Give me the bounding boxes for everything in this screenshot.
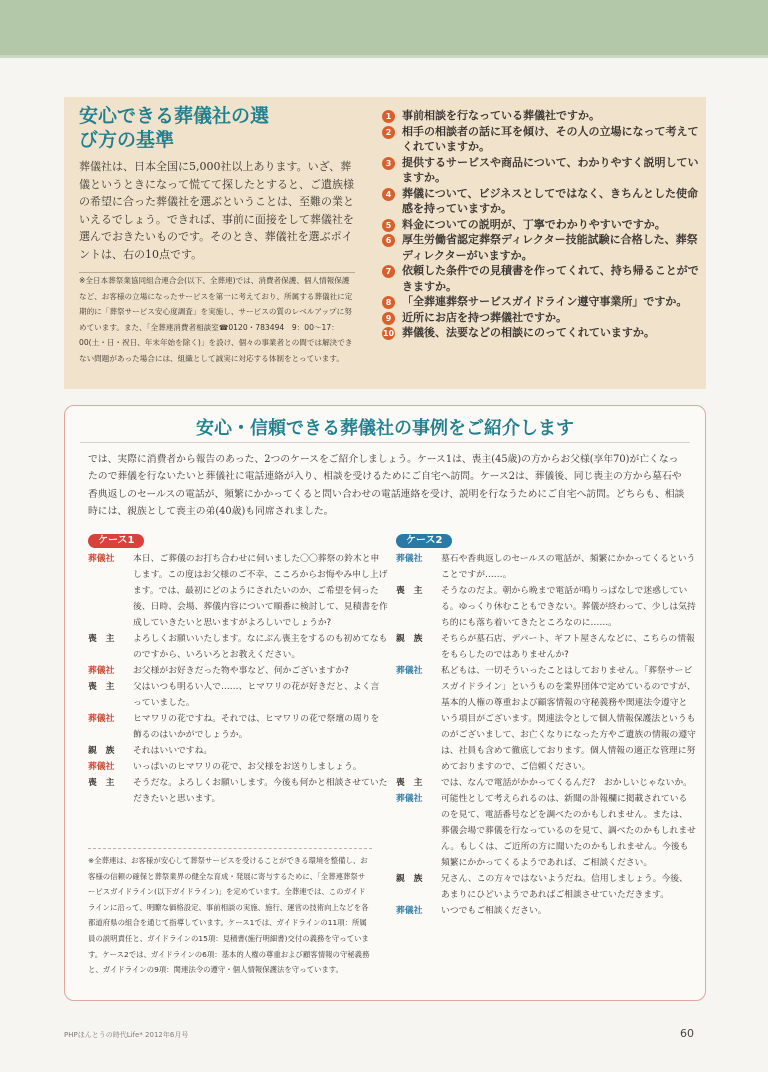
speaker-label: 葬儀社 xyxy=(396,794,423,804)
dialogue-line xyxy=(396,871,696,903)
checklist-item xyxy=(382,217,700,233)
speaker-label: 葬儀社 xyxy=(88,666,115,676)
speaker-label: 喪 主 xyxy=(396,778,423,788)
dialogue-line xyxy=(88,759,388,775)
checklist-text: 厚生労働省認定葬祭ディレクター技能試験に合格した、葬祭ディレクターがいますか。 xyxy=(402,233,698,262)
dialogue-line xyxy=(88,743,388,759)
dialogue-text: そちらが墓石店、デパート、ギフト屋さんなどに、こちらの情報をもらしたのではありませんか? xyxy=(441,634,695,660)
speaker-label: 親 族 xyxy=(88,746,115,756)
page-number: 60 xyxy=(680,1027,694,1040)
checklist-item xyxy=(382,155,700,186)
speaker-label: 喪 主 xyxy=(88,682,115,692)
speaker-label: 親 族 xyxy=(396,874,423,884)
speaker-label: 親 族 xyxy=(396,634,423,644)
case-footnote: ※全葬連は、お客様が安心して葬祭サービスを受けることができる環境を整備し、お客様の信頼の確保と葬祭業界の健全な育成・発展に寄与するために、「全葬連葬祭サービスガイドライン(以下ガイドライン)」を定めています。全葬連では、このガイドラインに沿って、明瞭な価格設定、事前相談の実施、施行、運営の技術向上などを各都道府県の組合を通じて指導しています。ケース1では、ガイドラインの11項：所属員の説明責任と、ガイドラインの15項：見積書(施行明細書)交付の義務を守っています。ケース2では、ガイドラインの6項：基本的人権の尊重および顧客情報の守秘義務と、ガイドラインの9項：関連法令の遵守・個人情報保護法を守っています。 xyxy=(88,848,372,991)
checklist-item xyxy=(382,108,700,124)
number-badge: 6 xyxy=(382,234,395,247)
dialogue-text: いっぱいのヒマワリの花で、お父様をお送りしましょう。 xyxy=(133,762,362,772)
checklist-item xyxy=(382,294,700,310)
checklist-text: 提供するサービスや商品について、わかりやすく説明していますか。 xyxy=(402,155,699,184)
dialogue-line xyxy=(396,663,696,775)
dialogue-line xyxy=(88,663,388,679)
checklist-text: 近所にお店を持つ葬儀社ですか。 xyxy=(402,310,567,324)
dialogue-text: 可能性として考えられるのは、新聞の訃報欄に掲載されているのを見て、電話番号などを調べたのかもしれません。または、葬儀会場で葬儀を行なっているのを見て、調べたのかもしれません。もしくは、ご近所の方に聞いたのかもしれません。今後も頻繁にかかってくるようであれば、ご相談ください。 xyxy=(441,794,696,868)
number-badge: 9 xyxy=(382,312,395,325)
dialogue-text: いつでもご相談ください。 xyxy=(441,906,547,916)
dialogue-line xyxy=(88,551,388,631)
case2-dialogue xyxy=(396,528,696,919)
checklist-text: 葬儀について、ビジネスとしてではなく、きちんとした使命感を持っていますか。 xyxy=(402,186,699,215)
dialogue-line xyxy=(396,903,696,919)
checklist-text: 依頼した条件での見積書を作ってくれて、持ち帰ることができますか。 xyxy=(402,264,699,293)
guide-footnote: ※全日本葬祭業協同組合連合会(以下、全葬連)では、消費者保護、個人情報保護など、お客様の立場になったサービスを第一に考えており、所属する葬儀社に定期的に「葬祭サービス安心度調査」を実施し、サービスの質のレベルアップに努めています。また、「全葬連消費者相談室☎0120・783494 9：00〜17：00(土・日・祝日、年末年始を除く)」を設け、個々の事業者との間では解決できない問題があった場合には、組織として誠実に対応する体制をとっています。 xyxy=(79,272,355,367)
dialogue-text: それはいいですね。 xyxy=(133,746,213,756)
magazine-credit: PHPほんとうの時代Life* 2012年6月号 xyxy=(64,1031,189,1039)
dialogue-line xyxy=(88,679,388,711)
checklist-item xyxy=(382,263,700,294)
checklist-item xyxy=(382,186,700,217)
checklist-text: 葬儀後、法要などの相談にのってくれていますか。 xyxy=(402,326,655,339)
checklist-text: 料金についての説明が、丁寧でわかりやすいですか。 xyxy=(402,217,666,231)
speaker-label: 葬儀社 xyxy=(396,906,423,916)
speaker-label: 葬儀社 xyxy=(396,666,423,676)
selection-checklist xyxy=(382,108,700,341)
number-badge: 3 xyxy=(382,157,395,170)
case1-badge: ケース1 xyxy=(88,534,144,548)
speaker-label: 喪 主 xyxy=(396,586,423,596)
checklist-text: 「全葬連葬祭サービスガイドライン遵守事業所」ですか。 xyxy=(402,295,688,308)
checklist-item xyxy=(382,232,700,263)
number-badge: 4 xyxy=(382,188,395,201)
checklist-item xyxy=(382,124,700,155)
dialogue-text: ヒマワリの花ですね。それでは、ヒマワリの花で祭壇の周りを飾るのはいかがでしょうか。 xyxy=(133,714,380,740)
dialogue-text: 父はいつも明るい人で……、ヒマワリの花が好きだと、よく言っていました。 xyxy=(133,682,380,708)
number-badge: 8 xyxy=(382,296,395,309)
checklist-item xyxy=(382,310,700,326)
dialogue-text: 本日、ご葬儀のお打ち合わせに伺いました〇〇葬祭の鈴木と申します。この度はお父様のご不幸、こころからお悔やみ申し上げます。では、最初にどのようにされたいのか、ご希望を伺った後、日時、会場、葬儀内容について順番に検討して、見積書を作成していきたいと思いますがよろしいでしょうか? xyxy=(133,554,388,628)
dialogue-line xyxy=(396,791,696,871)
dialogue-text: そうだな。よろしくお願いします。今後も何かと相談させていただきたいと思います。 xyxy=(133,778,388,804)
top-color-band xyxy=(0,0,768,58)
dialogue-text: 私どもは、一切そういったことはしておりません。「葬祭サービスガイドライン」というものを業界団体で定めているのですが、基本的人権の尊重および顧客情報の守秘義務や関連法令遵守という項目がございます。関連法令として個人情報保護法というものがございまして、お亡くなりになった方やご遺族の情報の遵守は、社員も含めて徹底しております。個人情報の適正な管理に努めておりますので、ご信頼ください。 xyxy=(441,666,696,772)
guide-body-text: 葬儀社は、日本全国に5,000社以上あります。いざ、葬儀というときになって慌てて探したとすると、ご遺族様の希望に合った葬儀社を選ぶということは、至難の業といえるでしょう。できれば、事前に面接をして葬儀社を選んでおきたいものです。そのとき、葬儀社を選ぶポイントは、右の10点です。 xyxy=(79,160,354,261)
dialogue-text: よろしくお願いいたします。なにぶん喪主をするのも初めてなものですから、いろいろとお教えください。 xyxy=(133,634,388,660)
number-badge: 5 xyxy=(382,219,395,232)
speaker-label: 葬儀社 xyxy=(396,554,423,564)
checklist-item xyxy=(382,325,700,341)
dialogue-text: そうなのだよ。朝から晩まで電話が鳴りっぱなしで迷惑している。ゆっくり休むこともできない。葬儀が終わって、少しは気持ち的にも落ち着いてきたところなのに……。 xyxy=(441,586,696,628)
speaker-label: 喪 主 xyxy=(88,634,115,644)
dialogue-line xyxy=(396,551,696,583)
number-badge: 7 xyxy=(382,265,395,278)
dialogue-text: 墓石や香典返しのセールスの電話が、頻繁にかかってくるということですが……。 xyxy=(441,554,696,580)
cases-title: 安心・信頼できる葬儀社の事例をご紹介します xyxy=(196,418,574,439)
case1-dialogue xyxy=(88,528,388,807)
guide-title: 安心できる葬儀社の選び方の基準 xyxy=(79,105,270,151)
case2-badge: ケース2 xyxy=(396,534,452,548)
speaker-label: 喪 主 xyxy=(88,778,115,788)
dialogue-line xyxy=(396,583,696,631)
number-badge: 2 xyxy=(382,126,395,139)
dialogue-text: お父様がお好きだった物や事など、何かございますか? xyxy=(133,666,349,676)
dialogue-line xyxy=(88,631,388,663)
divider xyxy=(80,442,690,443)
dialogue-line xyxy=(88,711,388,743)
checklist-text: 相手の相談者の話に耳を傾け、その人の立場になって考えてくれていますか。 xyxy=(402,124,699,153)
speaker-label: 葬儀社 xyxy=(88,714,115,724)
speaker-label: 葬儀社 xyxy=(88,554,115,564)
dialogue-text: 兄さん、この方々ではないようだね。信用しましょう。今後、あまりにひどいようであればご相談させていただきます。 xyxy=(441,874,688,900)
checklist-text: 事前相談を行なっている葬儀社ですか。 xyxy=(402,109,600,122)
dialogue-line xyxy=(396,631,696,663)
number-badge: 10 xyxy=(382,329,395,338)
dialogue-line xyxy=(88,775,388,807)
cases-intro-text: では、実際に消費者から報告のあった、2つのケースをご紹介しましょう。ケース1は、喪主(45歳)の方からお父様(享年70)が亡くなったので葬儀を行ないたいと葬儀社に電話連絡が入り、相談を受けるためにご自宅へ訪問。ケース2は、葬儀後、同じ喪主の方から墓石や香典返しのセールスの電話が、頻繁にかかってくると問い合わせの電話連絡を受け、説明を行なうためにご自宅へ訪問。どちらも、相談時には、親族として喪主の弟(40歳)も同席されました。 xyxy=(88,454,685,518)
number-badge: 1 xyxy=(382,110,395,123)
dialogue-text: では、なんで電話がかかってくるんだ? おかしいじゃないか。 xyxy=(441,778,692,788)
speaker-label: 葬儀社 xyxy=(88,762,115,772)
dialogue-line xyxy=(396,775,696,791)
